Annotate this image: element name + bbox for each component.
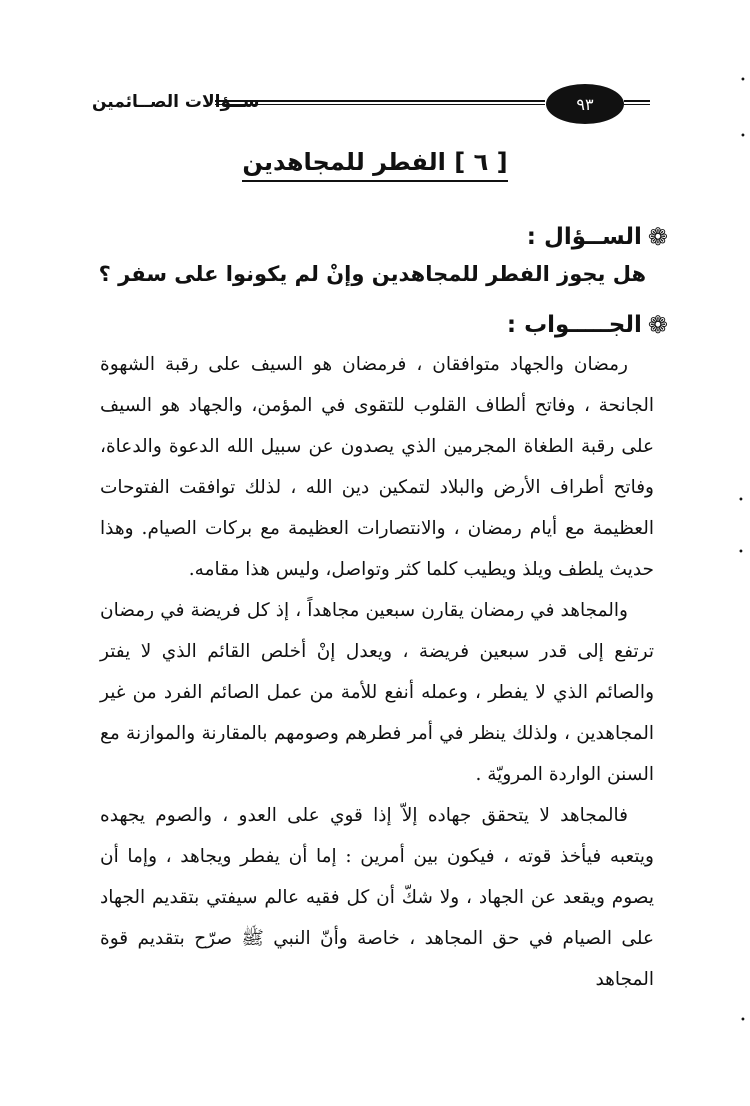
- scan-speck: •: [740, 131, 746, 142]
- scan-speck: •: [740, 1015, 746, 1026]
- answer-label-row: [507, 312, 668, 338]
- paragraph: والمجاهد في رمضان يقارن سبعين مجاهداً ، إذ كل فريضة في رمضان ترتفع إلى قدر سبعين فريضة ، ويعدل إنْ أخلص القائم الذي لا يفتر والصائم الذي لا يفطر ، وعمله أنفع للأمة من عمل الصائم الفرد من غير المجاهدين ، ولذلك ينظر في أمر فطرهم وصومهم بالمقارنة والموازنة مع السنن الواردة المرويّة .: [100, 600, 655, 785]
- page-number: ٩٣: [576, 94, 594, 114]
- page-number-badge: [546, 84, 624, 124]
- header-rule: [215, 100, 545, 105]
- running-title: ســؤالات الصــائمين: [92, 92, 260, 112]
- answer-label: الجـــــواب :: [506, 312, 642, 338]
- flower-ornament-icon: ❁: [647, 223, 668, 251]
- scan-speck: •: [740, 75, 746, 86]
- paragraph: فالمجاهد لا يتحقق جهاده إلاّ إذا قوي على العدو ، والصوم يجهده ويتعبه فيأخذ قوته ، فيكون بين أمرين : إما أن يفطر ويجاهد ، وإما أن يصوم ويقعد عن الجهاد ، ولا شكّ أن كل فقيه عالم سيفتي بتقديم الجهاد على الصيام في حق المجاهد ، خاصة وأنّ النبي ﷺ صرّح بتقديم قوة المجاهد: [100, 805, 654, 990]
- question-text: هل يجوز الفطر للمجاهدين وإنْ لم يكونوا على سفر ؟: [98, 262, 646, 286]
- chapter-title-text: [ ٦ ] الفطر للمجاهدين: [242, 148, 507, 182]
- scan-speck: •: [738, 495, 744, 506]
- flower-ornament-icon: ❁: [647, 311, 668, 339]
- chapter-title: [0, 148, 750, 182]
- paragraph: رمضان والجهاد متوافقان ، فرمضان هو السيف على رقبة الشهوة الجانحة ، وفاتح ألطاف القلوب للتقوى في المؤمن، والجهاد هو السيف على رقبة الطغاة المجرمين الذي يصدون عن سبيل الله الدعوة والدعاة، وفاتح أطراف الأرض والبلاد لتمكين دين الله ، لذلك توافقت الفتوحات العظيمة مع أيام رمضان ، والانتصارات العظيمة مع بركات الصيام. وهذا حديث يلطف ويلذ ويطيب كلما كثر وتواصل، وليس هذا مقامه.: [100, 354, 654, 580]
- answer-body: [100, 344, 654, 1000]
- header-rule-right: [624, 100, 650, 105]
- question-label: الســؤال :: [526, 224, 642, 250]
- question-label-row: [527, 224, 668, 250]
- scan-speck: •: [738, 547, 744, 558]
